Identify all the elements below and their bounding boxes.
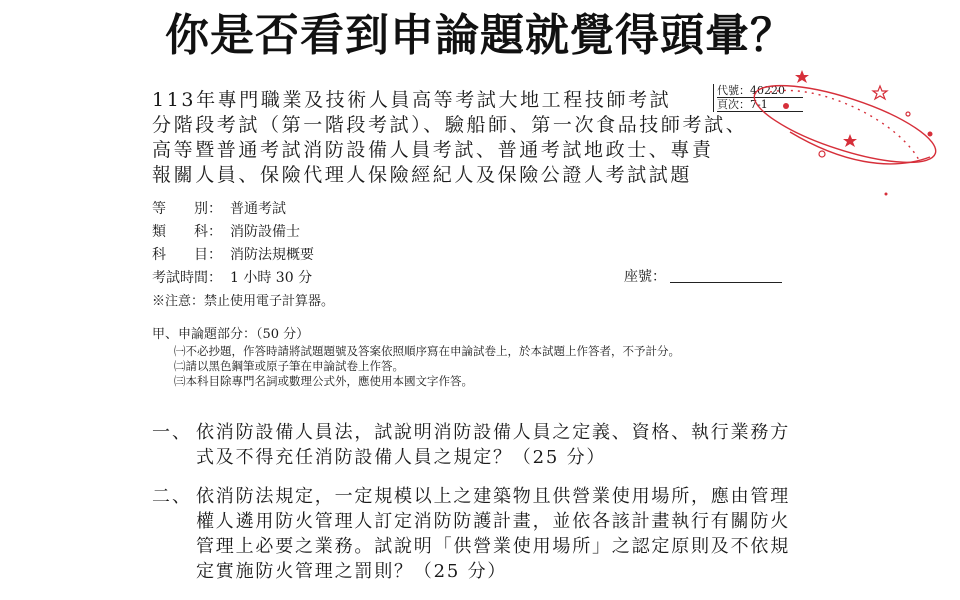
exam-meta — [152, 198, 314, 290]
seat-number-field — [624, 266, 782, 288]
question-line: 定實施防火管理之罰則？（25 分） — [196, 561, 508, 582]
question-item — [152, 420, 812, 470]
meta-label: 科 目： — [152, 247, 222, 263]
section-rule: ㈡請以黑色鋼筆或原子筆在申論試卷上作答。 — [174, 359, 404, 373]
meta-value: 1 小時 30 分 — [230, 270, 313, 286]
question-number: 二、 — [152, 486, 192, 507]
seat-blank-line — [670, 268, 782, 283]
question-list — [152, 420, 812, 598]
section-rule: ㈠不必抄題，作答時請將試題題號及答案依照順序寫在申論試卷上，於本試題上作答者，不予計分。 — [174, 344, 680, 358]
essay-section — [152, 326, 680, 389]
question-line: 式及不得充任消防設備人員之規定？（25 分） — [196, 447, 607, 468]
exam-title-line: 分階段考試（第一階段考試）、驗船師、第一次食品技師考試、 — [152, 114, 748, 136]
meta-time — [152, 267, 314, 290]
meta-category — [152, 221, 314, 244]
question-number: 一、 — [152, 422, 192, 443]
meta-level — [152, 198, 314, 221]
section-rule: ㈢本科目除專門名詞或數理公式外，應使用本國文字作答。 — [174, 374, 473, 388]
meta-label: 類 科： — [152, 224, 222, 240]
headline: 你是否看到申論題就覺得頭暈？ — [165, 10, 795, 61]
section-heading: 甲、申論題部分：（50 分） — [152, 327, 310, 342]
exam-title-line: 113年專門職業及技術人員高等考試大地工程技師考試 — [152, 89, 672, 111]
meta-label: 等 別： — [152, 201, 222, 217]
swirl-doodle-icon — [730, 62, 960, 202]
page-number: 頁次：7-1 — [717, 98, 803, 112]
seat-label: 座號： — [624, 269, 666, 285]
meta-value: 消防法規概要 — [230, 247, 314, 263]
exam-title-line: 報關人員、保險代理人保險經紀人及保險公證人考試試題 — [152, 164, 693, 186]
meta-label: 考試時間： — [152, 270, 222, 286]
question-body — [196, 420, 790, 470]
exam-title-line: 高等暨普通考試消防設備人員考試、普通考試地政士、專責 — [152, 139, 714, 161]
meta-value: 消防設備士 — [230, 224, 300, 240]
calculator-notice: ※注意：禁止使用電子計算器。 — [152, 294, 335, 309]
meta-value: 普通考試 — [230, 201, 286, 217]
question-line: 管理上必要之業務。試說明「供營業使用場所」之認定原則及不依規 — [196, 536, 790, 557]
question-line: 權人遴用防火管理人訂定消防防護計畫，並依各該計畫執行有關防火 — [196, 511, 790, 532]
question-body — [196, 484, 790, 584]
exam-code: 代號：40220 — [717, 84, 803, 98]
question-item — [152, 484, 812, 584]
question-line: 依消防設備人員法，試說明消防設備人員之定義、資格、執行業務方 — [196, 422, 790, 443]
question-line: 依消防法規定，一定規模以上之建築物且供營業使用場所，應由管理 — [196, 486, 790, 507]
meta-subject — [152, 244, 314, 267]
